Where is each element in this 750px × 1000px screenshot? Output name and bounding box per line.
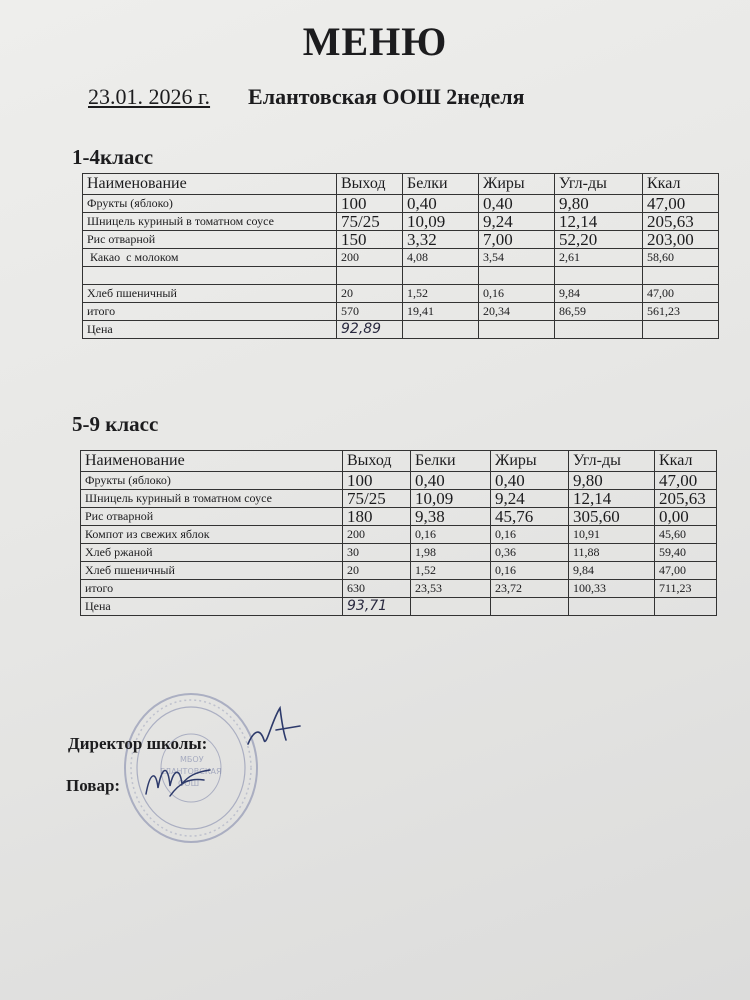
cell: 9,24 bbox=[479, 213, 555, 231]
cell bbox=[569, 598, 655, 616]
cell bbox=[643, 321, 719, 339]
cell: 0,40 bbox=[411, 472, 491, 490]
table-row-empty bbox=[83, 267, 719, 285]
cell: 0,16 bbox=[411, 526, 491, 544]
table-row bbox=[81, 544, 717, 562]
school-name: Елантовская ООШ 2неделя bbox=[248, 84, 525, 109]
cell: 45,60 bbox=[655, 526, 717, 544]
col-header-carbs: Угл-ды bbox=[569, 451, 655, 472]
col-header-protein: Белки bbox=[403, 174, 479, 195]
cell: Какао с молоком bbox=[83, 249, 337, 267]
cell: 9,84 bbox=[555, 285, 643, 303]
cell: 711,23 bbox=[655, 580, 717, 598]
cell: 9,80 bbox=[569, 472, 655, 490]
cell: 0,40 bbox=[491, 472, 569, 490]
table-row bbox=[81, 562, 717, 580]
cell: 9,80 bbox=[555, 195, 643, 213]
cell: 47,00 bbox=[655, 472, 717, 490]
cook-label: Повар: bbox=[66, 776, 121, 795]
cell: Компот из свежих яблок bbox=[81, 526, 343, 544]
col-header-output: Выход bbox=[343, 451, 411, 472]
cell: 1,98 bbox=[411, 544, 491, 562]
cell: 11,88 bbox=[569, 544, 655, 562]
cell bbox=[555, 267, 643, 285]
table-header-row bbox=[81, 451, 717, 472]
menu-title: МЕНЮ bbox=[302, 19, 448, 64]
cell: 10,91 bbox=[569, 526, 655, 544]
cell: 0,00 bbox=[655, 508, 717, 526]
cell: 20,34 bbox=[479, 303, 555, 321]
director-label: Директор школы: bbox=[68, 734, 208, 753]
cell: 19,41 bbox=[403, 303, 479, 321]
cell: 7,00 bbox=[479, 231, 555, 249]
cell: 12,14 bbox=[569, 490, 655, 508]
col-header-protein: Белки bbox=[411, 451, 491, 472]
cell: 1,52 bbox=[411, 562, 491, 580]
cell: 100 bbox=[337, 195, 403, 213]
menu-table-5-9 bbox=[80, 450, 717, 616]
director-signature bbox=[240, 700, 310, 760]
section-title-1-4: 1-4класс bbox=[72, 145, 154, 169]
cell: 9,38 bbox=[411, 508, 491, 526]
cell: итого bbox=[83, 303, 337, 321]
col-header-kcal: Ккал bbox=[655, 451, 717, 472]
cell: 23,53 bbox=[411, 580, 491, 598]
table-row bbox=[81, 472, 717, 490]
cell bbox=[555, 321, 643, 339]
cell: 305,60 bbox=[569, 508, 655, 526]
cell: 47,00 bbox=[655, 562, 717, 580]
section-title-5-9: 5-9 класс bbox=[72, 412, 159, 436]
cell: 59,40 bbox=[655, 544, 717, 562]
table-row-price bbox=[83, 321, 719, 339]
table-row-total bbox=[83, 303, 719, 321]
cell: 203,00 bbox=[643, 231, 719, 249]
table-row bbox=[83, 195, 719, 213]
cell bbox=[337, 267, 403, 285]
cell bbox=[491, 598, 569, 616]
cell: 58,60 bbox=[643, 249, 719, 267]
cell: 4,08 bbox=[403, 249, 479, 267]
cell: 47,00 bbox=[643, 285, 719, 303]
cell: Шницель куриный в томатном соусе bbox=[81, 490, 343, 508]
cell: Шницель куриный в томатном соусе bbox=[83, 213, 337, 231]
stamp-text-3: ООШ bbox=[178, 779, 200, 788]
cell: Хлеб пшеничный bbox=[81, 562, 343, 580]
cell bbox=[643, 267, 719, 285]
table-row-price bbox=[81, 598, 717, 616]
col-header-output: Выход bbox=[337, 174, 403, 195]
cell: 10,09 bbox=[403, 213, 479, 231]
cell: 570 bbox=[337, 303, 403, 321]
cell bbox=[479, 267, 555, 285]
cell: 23,72 bbox=[491, 580, 569, 598]
cell: 2,61 bbox=[555, 249, 643, 267]
cell: 3,32 bbox=[403, 231, 479, 249]
table-header-row bbox=[83, 174, 719, 195]
cell: 3,54 bbox=[479, 249, 555, 267]
cell: 100,33 bbox=[569, 580, 655, 598]
price-value: 93,71 bbox=[343, 598, 411, 616]
cell: 200 bbox=[337, 249, 403, 267]
price-label: Цена bbox=[83, 321, 337, 339]
cell: 1,52 bbox=[403, 285, 479, 303]
cell: 20 bbox=[337, 285, 403, 303]
cell: Рис отварной bbox=[81, 508, 343, 526]
menu-table-1-4 bbox=[82, 173, 719, 339]
cell bbox=[403, 321, 479, 339]
cell: 9,84 bbox=[569, 562, 655, 580]
col-header-fat: Жиры bbox=[491, 451, 569, 472]
cell: 9,24 bbox=[491, 490, 569, 508]
cell: 0,16 bbox=[491, 526, 569, 544]
cell: 0,36 bbox=[491, 544, 569, 562]
cell: 561,23 bbox=[643, 303, 719, 321]
menu-date: 23.01. 2026 г. bbox=[88, 84, 211, 109]
table-row bbox=[83, 213, 719, 231]
cell: 45,76 bbox=[491, 508, 569, 526]
stamp-text-2: ЕЛАНТОВСКАЯ bbox=[160, 767, 222, 776]
table-row-total bbox=[81, 580, 717, 598]
cell: 30 bbox=[343, 544, 411, 562]
price-label: Цена bbox=[81, 598, 343, 616]
col-header-kcal: Ккал bbox=[643, 174, 719, 195]
cell: 0,16 bbox=[479, 285, 555, 303]
table-row bbox=[83, 249, 719, 267]
cell: 20 bbox=[343, 562, 411, 580]
table-row bbox=[81, 508, 717, 526]
table-row bbox=[83, 285, 719, 303]
table-row bbox=[81, 490, 717, 508]
cell: 205,63 bbox=[643, 213, 719, 231]
cell bbox=[83, 267, 337, 285]
cell: 75/25 bbox=[343, 490, 411, 508]
cell: Рис отварной bbox=[83, 231, 337, 249]
cell bbox=[655, 598, 717, 616]
cook-signature bbox=[140, 752, 220, 812]
cell: Хлеб ржаной bbox=[81, 544, 343, 562]
table-row bbox=[81, 526, 717, 544]
cell: 150 bbox=[337, 231, 403, 249]
cell bbox=[403, 267, 479, 285]
cell: 52,20 bbox=[555, 231, 643, 249]
table-row bbox=[83, 231, 719, 249]
cell: 12,14 bbox=[555, 213, 643, 231]
cell: 180 bbox=[343, 508, 411, 526]
col-header-name: Наименование bbox=[83, 174, 337, 195]
col-header-carbs: Угл-ды bbox=[555, 174, 643, 195]
cell: 0,16 bbox=[491, 562, 569, 580]
cell: Фрукты (яблоко) bbox=[81, 472, 343, 490]
col-header-name: Наименование bbox=[81, 451, 343, 472]
cell: итого bbox=[81, 580, 343, 598]
cell: 0,40 bbox=[479, 195, 555, 213]
cell bbox=[479, 321, 555, 339]
cell: 0,40 bbox=[403, 195, 479, 213]
col-header-fat: Жиры bbox=[479, 174, 555, 195]
cell: 200 bbox=[343, 526, 411, 544]
price-value: 92,89 bbox=[337, 321, 403, 339]
stamp-text-1: МБОУ bbox=[180, 755, 204, 764]
cell: Хлеб пшеничный bbox=[83, 285, 337, 303]
cell: 205,63 bbox=[655, 490, 717, 508]
cell: 86,59 bbox=[555, 303, 643, 321]
cell bbox=[411, 598, 491, 616]
cell: 10,09 bbox=[411, 490, 491, 508]
cell: 100 bbox=[343, 472, 411, 490]
cell: 47,00 bbox=[643, 195, 719, 213]
cell: 630 bbox=[343, 580, 411, 598]
date-line bbox=[72, 84, 525, 110]
cell: 75/25 bbox=[337, 213, 403, 231]
cell: Фрукты (яблоко) bbox=[83, 195, 337, 213]
